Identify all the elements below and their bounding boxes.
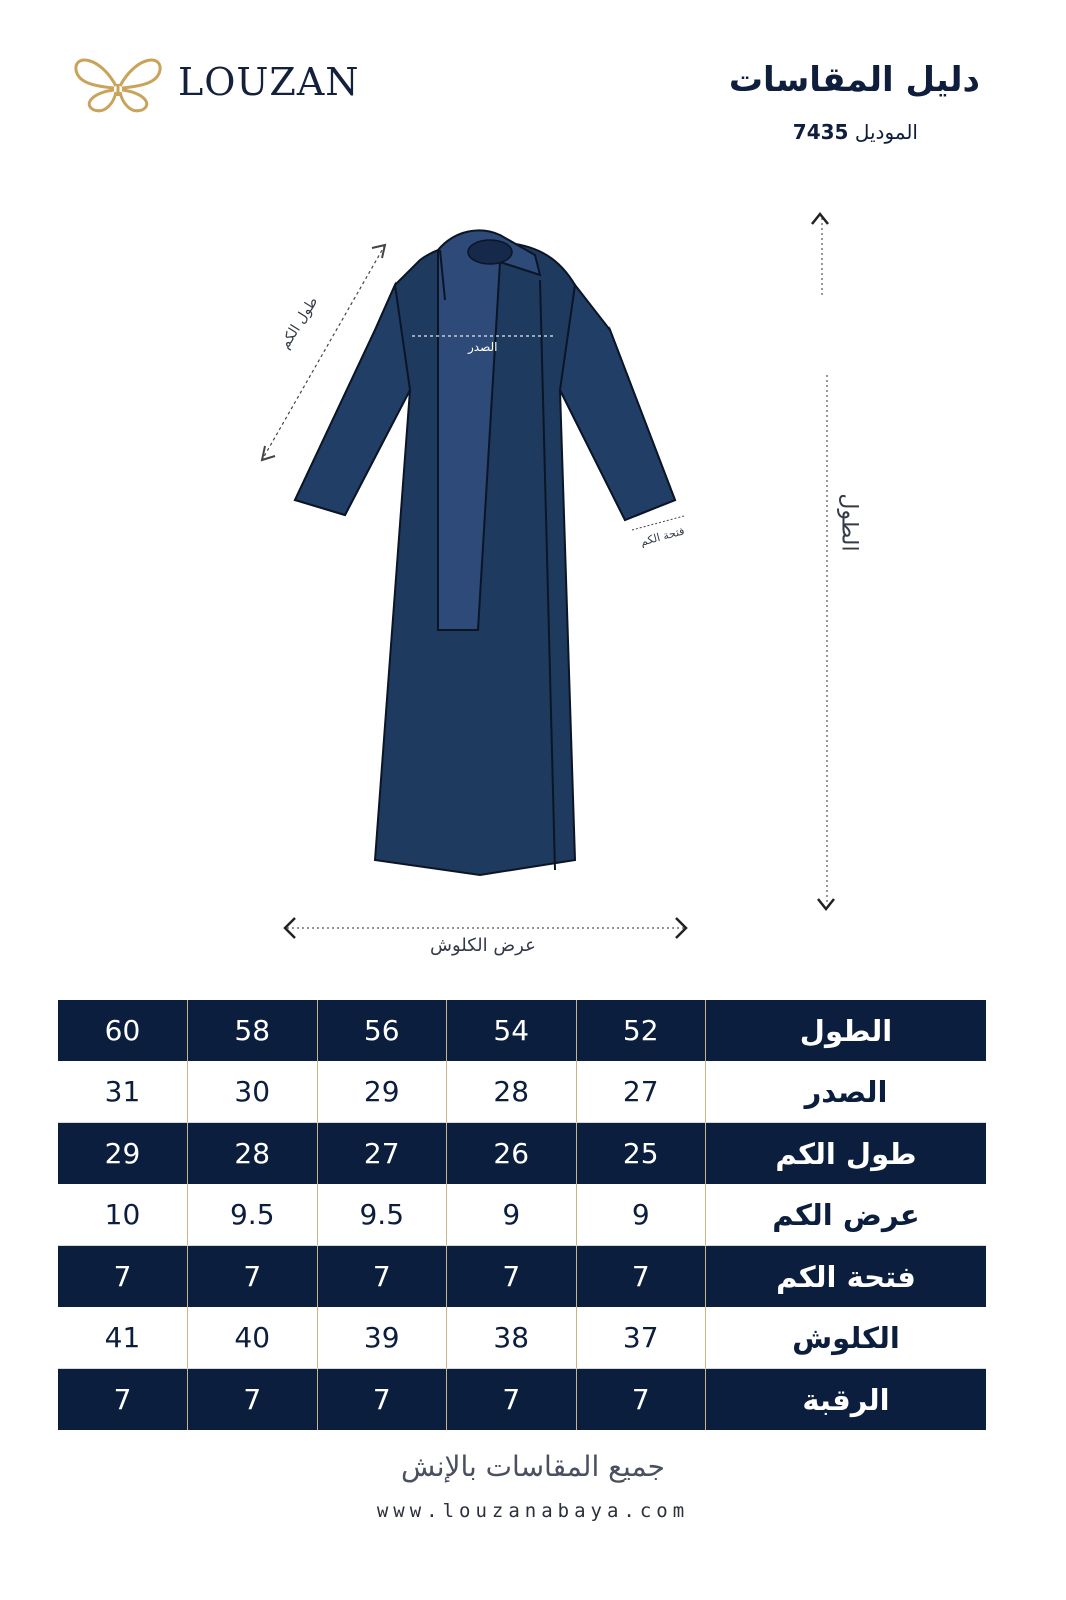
sleeve-length-label: طول الكم <box>276 294 322 352</box>
table-cell: 7 <box>576 1369 706 1431</box>
row-label: الرقبة <box>706 1369 987 1431</box>
page-title: دليل المقاسات <box>728 60 980 100</box>
table-cell: 7 <box>576 1246 706 1308</box>
table-cell: 7 <box>447 1369 577 1431</box>
table-row <box>58 1061 986 1123</box>
model-label: الموديل <box>854 120 918 144</box>
table-cell: 56 <box>317 1000 447 1061</box>
row-label: طول الكم <box>706 1123 987 1185</box>
table-cell: 25 <box>576 1123 706 1185</box>
table-row <box>58 1307 986 1369</box>
table-cell: 39 <box>317 1307 447 1369</box>
table-cell: 28 <box>188 1123 318 1185</box>
table-cell: 7 <box>58 1246 188 1308</box>
table-row <box>58 1369 986 1431</box>
table-cell: 54 <box>447 1000 577 1061</box>
abaya-illustration <box>0 190 1066 990</box>
table-cell: 37 <box>576 1307 706 1369</box>
table-cell: 7 <box>58 1369 188 1431</box>
row-label: عرض الكم <box>706 1184 987 1246</box>
table-cell: 27 <box>576 1061 706 1123</box>
row-label: الطول <box>706 1000 987 1061</box>
table-cell: 7 <box>447 1246 577 1308</box>
hem-width-label: عرض الكلوش <box>430 935 536 956</box>
table-row <box>58 1000 986 1061</box>
table-cell: 7 <box>317 1369 447 1431</box>
table-cell: 7 <box>317 1246 447 1308</box>
brand-name: LOUZAN <box>178 60 360 104</box>
table-cell: 28 <box>447 1061 577 1123</box>
table-cell: 29 <box>317 1061 447 1123</box>
row-label: الصدر <box>706 1061 987 1123</box>
model-number: 7435 <box>792 120 849 144</box>
table-cell: 9 <box>576 1184 706 1246</box>
length-label: الطول <box>836 493 862 552</box>
row-label: فتحة الكم <box>706 1246 987 1308</box>
table-cell: 38 <box>447 1307 577 1369</box>
garment-figure <box>0 190 1066 990</box>
table-cell: 9.5 <box>188 1184 318 1246</box>
table-cell: 10 <box>58 1184 188 1246</box>
units-note: جميع المقاسات بالإنش <box>401 1450 665 1483</box>
table-cell: 40 <box>188 1307 318 1369</box>
table-cell: 9 <box>447 1184 577 1246</box>
table-cell: 29 <box>58 1123 188 1185</box>
website-url[interactable]: www.louzanabaya.com <box>376 1500 690 1522</box>
table-cell: 30 <box>188 1061 318 1123</box>
row-label: الكلوش <box>706 1307 987 1369</box>
table-cell: 31 <box>58 1061 188 1123</box>
model-line <box>793 120 918 144</box>
table-row <box>58 1246 986 1308</box>
size-table <box>58 1000 986 1430</box>
table-cell: 7 <box>188 1369 318 1431</box>
table-cell: 27 <box>317 1123 447 1185</box>
table-cell: 60 <box>58 1000 188 1061</box>
table-cell: 58 <box>188 1000 318 1061</box>
table-cell: 52 <box>576 1000 706 1061</box>
table-row <box>58 1184 986 1246</box>
sleeve-opening-label: فتحة الكم <box>639 524 686 549</box>
table-row <box>58 1123 986 1185</box>
table-cell: 9.5 <box>317 1184 447 1246</box>
brand-logo <box>70 48 370 118</box>
chest-label: الصدر <box>468 340 498 354</box>
table-cell: 26 <box>447 1123 577 1185</box>
table-cell: 7 <box>188 1246 318 1308</box>
table-cell: 41 <box>58 1307 188 1369</box>
butterfly-logo-icon <box>70 52 166 114</box>
